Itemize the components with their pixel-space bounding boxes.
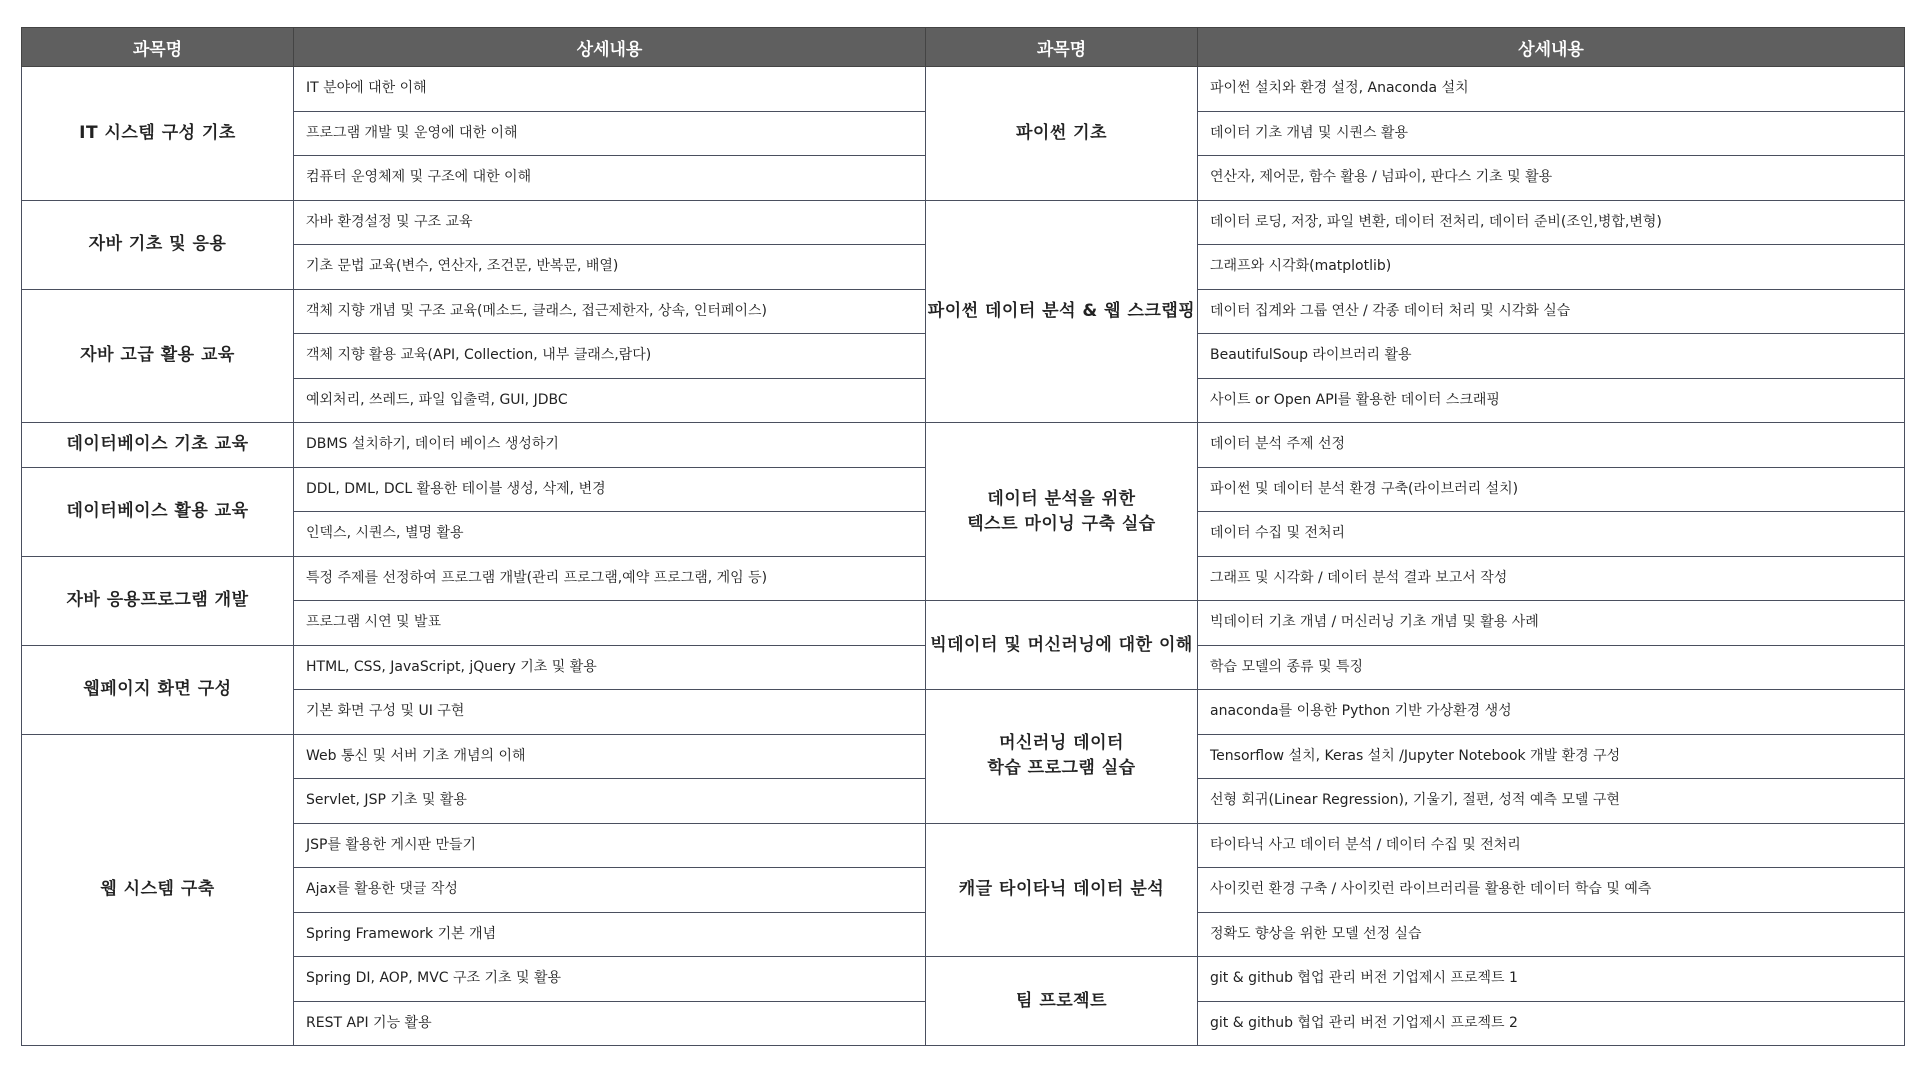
right-subject-line: 파이썬 데이터 분석 & 웹 스크랩핑 bbox=[927, 300, 1196, 321]
table-row bbox=[22, 423, 1905, 468]
left-detail-cell: DDL, DML, DCL 활용한 테이블 생성, 삭제, 변경 bbox=[294, 467, 926, 512]
right-detail-cell: 데이터 기초 개념 및 시퀀스 활용 bbox=[1198, 111, 1905, 156]
right-detail-cell: 연산자, 제어문, 함수 활용 / 넘파이, 판다스 기초 및 활용 bbox=[1198, 156, 1905, 201]
right-subject-cell bbox=[926, 423, 1198, 601]
right-detail-cell: anaconda를 이용한 Python 기반 가상환경 생성 bbox=[1198, 690, 1905, 735]
right-detail-cell: git & github 협업 관리 버전 기업제시 프로젝트 1 bbox=[1198, 957, 1905, 1002]
left-subject-cell: 자바 응용프로그램 개발 bbox=[22, 556, 294, 645]
right-subject-line: 빅데이터 및 머신러닝에 대한 이해 bbox=[930, 634, 1193, 655]
right-detail-cell: 그래프 및 시각화 / 데이터 분석 결과 보고서 작성 bbox=[1198, 556, 1905, 601]
right-detail-cell: 데이터 분석 주제 선정 bbox=[1198, 423, 1905, 468]
header-detail-left: 상세내용 bbox=[294, 28, 926, 67]
right-subject-line: 팀 프로젝트 bbox=[1015, 990, 1108, 1011]
right-subject-line: 머신러닝 데이터 bbox=[999, 733, 1124, 754]
right-detail-cell: Tensorflow 설치, Keras 설치 /Jupyter Notebook 개발 환경 구성 bbox=[1198, 734, 1905, 779]
curriculum-table-container bbox=[21, 27, 1904, 1046]
right-detail-cell: 선형 회귀(Linear Regression), 기울기, 절편, 성적 예측 모델 구현 bbox=[1198, 779, 1905, 824]
right-detail-cell: 파이썬 및 데이터 분석 환경 구축(라이브러리 설치) bbox=[1198, 467, 1905, 512]
right-detail-cell: 학습 모델의 종류 및 특징 bbox=[1198, 645, 1905, 690]
left-detail-cell: Spring Framework 기본 개념 bbox=[294, 912, 926, 957]
left-detail-cell: 객체 지향 활용 교육(API, Collection, 내부 클래스,람다) bbox=[294, 334, 926, 379]
header-row bbox=[22, 28, 1905, 67]
left-detail-cell: 특정 주제를 선정하여 프로그램 개발(관리 프로그램,예약 프로그램, 게임 등) bbox=[294, 556, 926, 601]
right-detail-cell: 정확도 향상을 위한 모델 선정 실습 bbox=[1198, 912, 1905, 957]
table-row bbox=[22, 957, 1905, 1002]
left-subject-cell: 자바 기초 및 응용 bbox=[22, 200, 294, 289]
left-detail-cell: 예외처리, 쓰레드, 파일 입출력, GUI, JDBC bbox=[294, 378, 926, 423]
left-detail-cell: 기본 화면 구성 및 UI 구현 bbox=[294, 690, 926, 735]
right-detail-cell: git & github 협업 관리 버전 기업제시 프로젝트 2 bbox=[1198, 1001, 1905, 1046]
right-detail-cell: 빅데이터 기초 개념 / 머신러닝 기초 개념 및 활용 사례 bbox=[1198, 601, 1905, 646]
left-subject-cell: 자바 고급 활용 교육 bbox=[22, 289, 294, 423]
right-subject-cell bbox=[926, 601, 1198, 690]
right-detail-cell: 그래프와 시각화(matplotlib) bbox=[1198, 245, 1905, 290]
left-detail-cell: JSP를 활용한 게시판 만들기 bbox=[294, 823, 926, 868]
curriculum-table bbox=[21, 27, 1905, 1046]
left-detail-cell: Servlet, JSP 기초 및 활용 bbox=[294, 779, 926, 824]
left-detail-cell: 기초 문법 교육(변수, 연산자, 조건문, 반복문, 배열) bbox=[294, 245, 926, 290]
right-detail-cell: 사이킷런 환경 구축 / 사이킷런 라이브러리를 활용한 데이터 학습 및 예측 bbox=[1198, 868, 1905, 913]
left-subject-cell: 데이터베이스 기초 교육 bbox=[22, 423, 294, 468]
right-detail-cell: BeautifulSoup 라이브러리 활용 bbox=[1198, 334, 1905, 379]
left-detail-cell: Web 통신 및 서버 기초 개념의 이해 bbox=[294, 734, 926, 779]
header-detail-right: 상세내용 bbox=[1198, 28, 1905, 67]
right-subject-line: 캐글 타이타닉 데이터 분석 bbox=[958, 879, 1165, 900]
left-detail-cell: IT 분야에 대한 이해 bbox=[294, 67, 926, 112]
left-detail-cell: HTML, CSS, JavaScript, jQuery 기초 및 활용 bbox=[294, 645, 926, 690]
left-detail-cell: 객체 지향 개념 및 구조 교육(메소드, 클래스, 접근제한자, 상속, 인터페이스) bbox=[294, 289, 926, 334]
left-subject-cell: 웹페이지 화면 구성 bbox=[22, 645, 294, 734]
left-detail-cell: REST API 기능 활용 bbox=[294, 1001, 926, 1046]
right-detail-cell: 파이썬 설치와 환경 설정, Anaconda 설치 bbox=[1198, 67, 1905, 112]
right-subject-line: 텍스트 마이닝 구축 실습 bbox=[967, 513, 1156, 534]
right-subject-line: 데이터 분석을 위한 bbox=[987, 488, 1136, 509]
table-row bbox=[22, 601, 1905, 646]
header-subject-left: 과목명 bbox=[22, 28, 294, 67]
table-row bbox=[22, 67, 1905, 112]
left-detail-cell: Spring DI, AOP, MVC 구조 기초 및 활용 bbox=[294, 957, 926, 1002]
right-detail-cell: 사이트 or Open API를 활용한 데이터 스크래핑 bbox=[1198, 378, 1905, 423]
header-subject-right: 과목명 bbox=[926, 28, 1198, 67]
left-detail-cell: 프로그램 개발 및 운영에 대한 이해 bbox=[294, 111, 926, 156]
right-subject-cell bbox=[926, 200, 1198, 423]
right-subject-cell bbox=[926, 823, 1198, 957]
left-detail-cell: Ajax를 활용한 댓글 작성 bbox=[294, 868, 926, 913]
right-detail-cell: 데이터 집계와 그룹 연산 / 각종 데이터 처리 및 시각화 실습 bbox=[1198, 289, 1905, 334]
right-detail-cell: 데이터 로딩, 저장, 파일 변환, 데이터 전처리, 데이터 준비(조인,병합,변형) bbox=[1198, 200, 1905, 245]
left-detail-cell: DBMS 설치하기, 데이터 베이스 생성하기 bbox=[294, 423, 926, 468]
right-subject-cell bbox=[926, 957, 1198, 1046]
table-row bbox=[22, 200, 1905, 245]
right-detail-cell: 데이터 수집 및 전처리 bbox=[1198, 512, 1905, 557]
right-subject-line: 파이썬 기초 bbox=[1015, 122, 1108, 143]
right-subject-line: 학습 프로그램 실습 bbox=[987, 758, 1136, 779]
left-detail-cell: 인덱스, 시퀀스, 별명 활용 bbox=[294, 512, 926, 557]
left-detail-cell: 자바 환경설정 및 구조 교육 bbox=[294, 200, 926, 245]
table-row bbox=[22, 690, 1905, 735]
left-detail-cell: 프로그램 시연 및 발표 bbox=[294, 601, 926, 646]
left-detail-cell: 컴퓨터 운영체제 및 구조에 대한 이해 bbox=[294, 156, 926, 201]
left-subject-cell: 데이터베이스 활용 교육 bbox=[22, 467, 294, 556]
left-subject-cell: IT 시스템 구성 기초 bbox=[22, 67, 294, 201]
table-row bbox=[22, 823, 1905, 868]
right-subject-cell bbox=[926, 67, 1198, 201]
left-subject-cell: 웹 시스템 구축 bbox=[22, 734, 294, 1046]
right-detail-cell: 타이타닉 사고 데이터 분석 / 데이터 수집 및 전처리 bbox=[1198, 823, 1905, 868]
right-subject-cell bbox=[926, 690, 1198, 824]
